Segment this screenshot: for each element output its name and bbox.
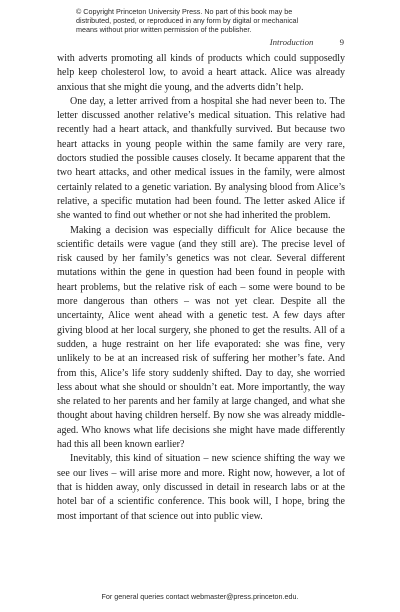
running-head <box>270 37 344 47</box>
paragraph: Inevitably, this kind of situation – new science shifting the way we see our lives – will arise more and more. Right now, however, a lot of that is hidden away, only discussed in detail in research labs or at the hotel bar of a scientific conference. This book will, I hope, bring the most important of that science out into public view. <box>57 453 345 522</box>
footer-contact: For general queries contact webmaster@press.princeton.edu. <box>101 592 299 601</box>
copyright-notice: © Copyright Princeton University Press. No part of this book may be distributed, posted, or reproduced in any form by digital or mechanical means without prior written permission of the publisher. <box>76 7 299 34</box>
paragraph: One day, a letter arrived from a hospital she had never been to. The letter discussed another relative’s medical situation. This relative had recently had a heart attack, and thankfully survived. But because two heart attacks in young people within the same family are very rare, doctors studied the possible causes closely. It became apparent that the two heart attacks, and other medical issues in the family, were almost certainly related to a genetic variation. By analysing blood from Alice’s relative, a specific mutation had been found. The letter asked Alice if she wanted to find out whether or not she had inherited the problem. <box>57 95 345 222</box>
body-text <box>57 52 345 524</box>
page-number: 9 <box>339 37 344 47</box>
paragraph: Making a decision was especially difficult for Alice because the scientific details were vague (and they still are). The precise level of risk caused by her family’s genetics was not clear. Several different mutations within the gene in question had been found in people with heart problems, but the relative risk of each – some were bound to be more dangerous than others – was not yet clear. Despite all the uncertainty, Alice went ahead with a genetic test. A few days after giving blood at her local surgery, she phoned to get the results. All of a sudden, a huge restraint on her life evaporated: she was fine, very unlikely to be at an increased risk of suffering her mother’s fate. And from this, Alice’s life story suddenly shifted. Day to day, she worried less about what she should or shouldn’t eat. More importantly, the way she related to her parents and her family at large changed, and what she thought about having children herself. By now she was already middle-aged. Who knows what life decisions she might have made differently had this all been known earlier? <box>57 224 345 451</box>
paragraph: with adverts promoting all kinds of products which could supposedly help keep cholesterol low, to avoid a heart attack. Alice was already anxious that she might die young, and the adverts didn’t help. <box>57 53 345 93</box>
chapter-title: Introduction <box>269 37 314 47</box>
